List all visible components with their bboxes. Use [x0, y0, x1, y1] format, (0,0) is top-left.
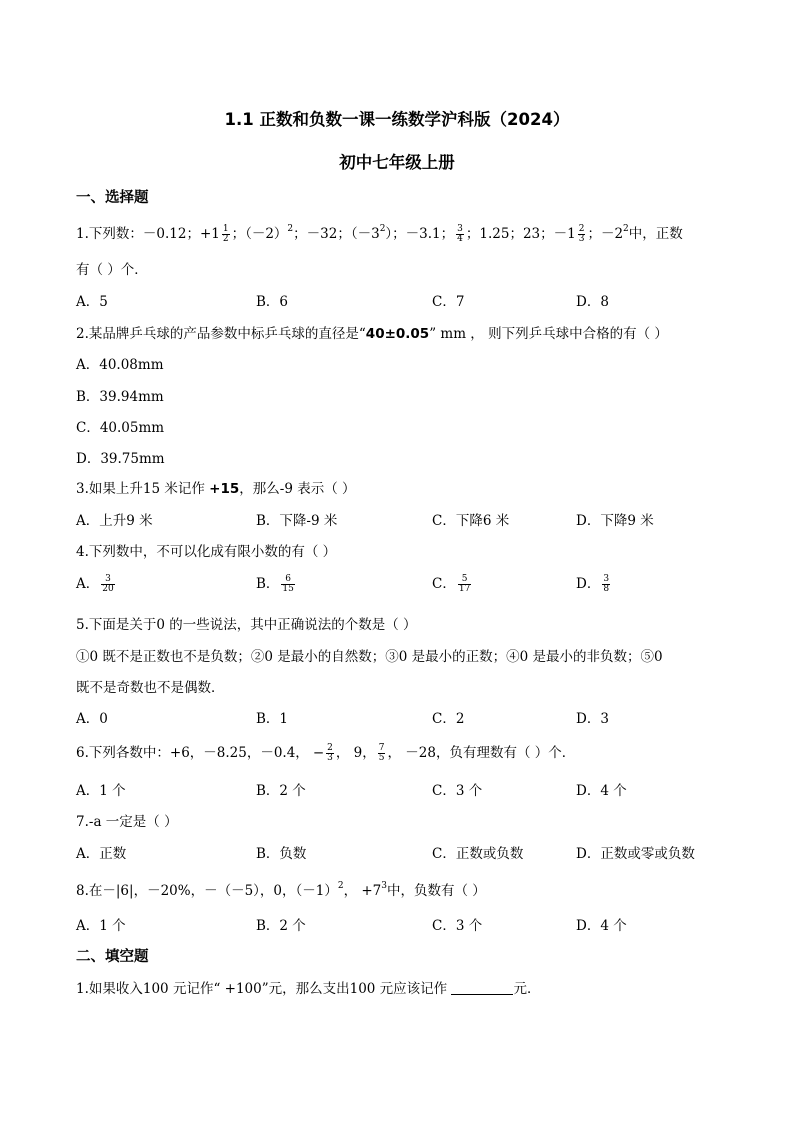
- question-6: 6.下列各数中：+6，－8.25，－0.4， − $\frac{2}{3}$ ， 9， $\frac{7}{5}$ ， －28，负有理数有（ ）个．: [76, 743, 576, 763]
- q7-option-c: C．正数或负数: [432, 846, 524, 862]
- q4-option-b: B． $\frac{6}{15}$: [256, 574, 294, 594]
- q6-option-c: C．3 个: [432, 783, 483, 799]
- q8-option-b: B．2 个: [256, 918, 306, 934]
- question-1-line-2: 有（ ）个．: [76, 262, 148, 278]
- fraction: $\frac{6}{15}$: [282, 574, 294, 594]
- q5-option-d: D．3: [576, 711, 609, 727]
- document-title: 1.1 正数和负数一课一练数学沪科版（2024）: [224, 110, 570, 129]
- q2-option-b: B．39.94mm: [76, 389, 164, 405]
- question-8: 8.在－|6|，－20%，－（－5），0，$(-1)^2$， $+7^3$中，负数有（ ）: [76, 881, 486, 899]
- q1-option-d: D．8: [576, 294, 609, 310]
- q4-option-a: A． $\frac{3}{20}$: [76, 574, 114, 594]
- q8-option-d: D．4 个: [576, 918, 627, 934]
- section-heading-choice: 一、选择题: [76, 190, 149, 206]
- q1-option-b: B．6: [256, 294, 289, 310]
- fraction: $\frac{7}{5}$: [378, 743, 385, 763]
- q8-option-c: C．3 个: [432, 918, 483, 934]
- q3-option-c: C．下降6 米: [432, 513, 510, 529]
- q1-option-c: C．7: [432, 294, 465, 310]
- question-7: 7.-a 一定是（ ）: [76, 814, 178, 830]
- q7-option-b: B．负数: [256, 846, 307, 862]
- q3-option-d: D．下降9 米: [576, 513, 654, 529]
- fill-question-1: 1.如果收入100 元记作“ +100”元，那么支出100 元应该记作 元．: [76, 981, 541, 997]
- fraction: $\frac{3}{8}$: [603, 574, 610, 594]
- question-3: 3.如果上升15 米记作 +15，那么-9 表示（ ）: [76, 481, 356, 497]
- fraction: $\frac{3}{4}$: [457, 224, 463, 244]
- q4-option-d: D． $\frac{3}{8}$: [576, 574, 610, 594]
- question-5-line-2: ①0 既不是正数也不是负数；②0 是最小的自然数；③0 是最小的正数；④0 是最小的非负数；⑤0: [76, 649, 663, 665]
- fraction: $\frac{2}{3}$: [578, 224, 585, 244]
- question-4: 4.下列数中，不可以化成有限小数的有（ ）: [76, 544, 337, 560]
- fraction: $\frac{1}{2}$: [222, 224, 229, 244]
- q7-option-d: D．正数或零或负数: [576, 846, 695, 862]
- q3-option-a: A．上升9 米: [76, 513, 153, 529]
- q2-option-c: C．40.05mm: [76, 420, 165, 436]
- q7-option-a: A．正数: [76, 846, 127, 862]
- fraction: $\frac{2}{3}$: [327, 743, 333, 763]
- q5-option-b: B．1: [256, 711, 289, 727]
- section-heading-fill: 二、填空题: [76, 949, 149, 965]
- q5-option-c: C．2: [432, 711, 465, 727]
- question-5: 5.下面是关于0 的一些说法，其中正确说法的个数是（ ）: [76, 617, 417, 633]
- question-5-line-3: 既不是奇数也不是偶数．: [76, 680, 225, 696]
- q2-option-a: A．40.08mm: [76, 357, 164, 373]
- q4-option-c: C． $\frac{5}{17}$: [432, 574, 471, 594]
- fraction: $\frac{5}{17}$: [458, 574, 471, 594]
- q5-option-a: A．0: [76, 711, 108, 727]
- q2-option-d: D．39.75mm: [76, 451, 165, 467]
- document-subtitle: 初中七年级上册: [339, 153, 455, 172]
- q6-option-d: D．4 个: [576, 783, 627, 799]
- q6-option-b: B．2 个: [256, 783, 306, 799]
- answer-blank[interactable]: [451, 982, 513, 995]
- fraction: $\frac{3}{20}$: [102, 574, 114, 594]
- question-2: 2.某品牌乒乓球的产品参数中标乒乓球的直径是“40±0.05” mm ， 则下列乒乓球中合格的有（ ）: [76, 326, 668, 342]
- q3-option-b: B．下降-9 米: [256, 513, 338, 529]
- q8-option-a: A．1 个: [76, 918, 126, 934]
- q1-option-a: A．5: [76, 294, 108, 310]
- q6-option-a: A．1 个: [76, 783, 126, 799]
- question-1: 1.下列数：－0.12；+1 $\frac{1}{2}$ ；$(-2)^2$；－32；$(-3^2)$；－3.1； $\frac{3}{4}$ ；1.25；23；－1 $\frac{2}{3}$ ；$-2^2$中，正数: [76, 224, 683, 244]
